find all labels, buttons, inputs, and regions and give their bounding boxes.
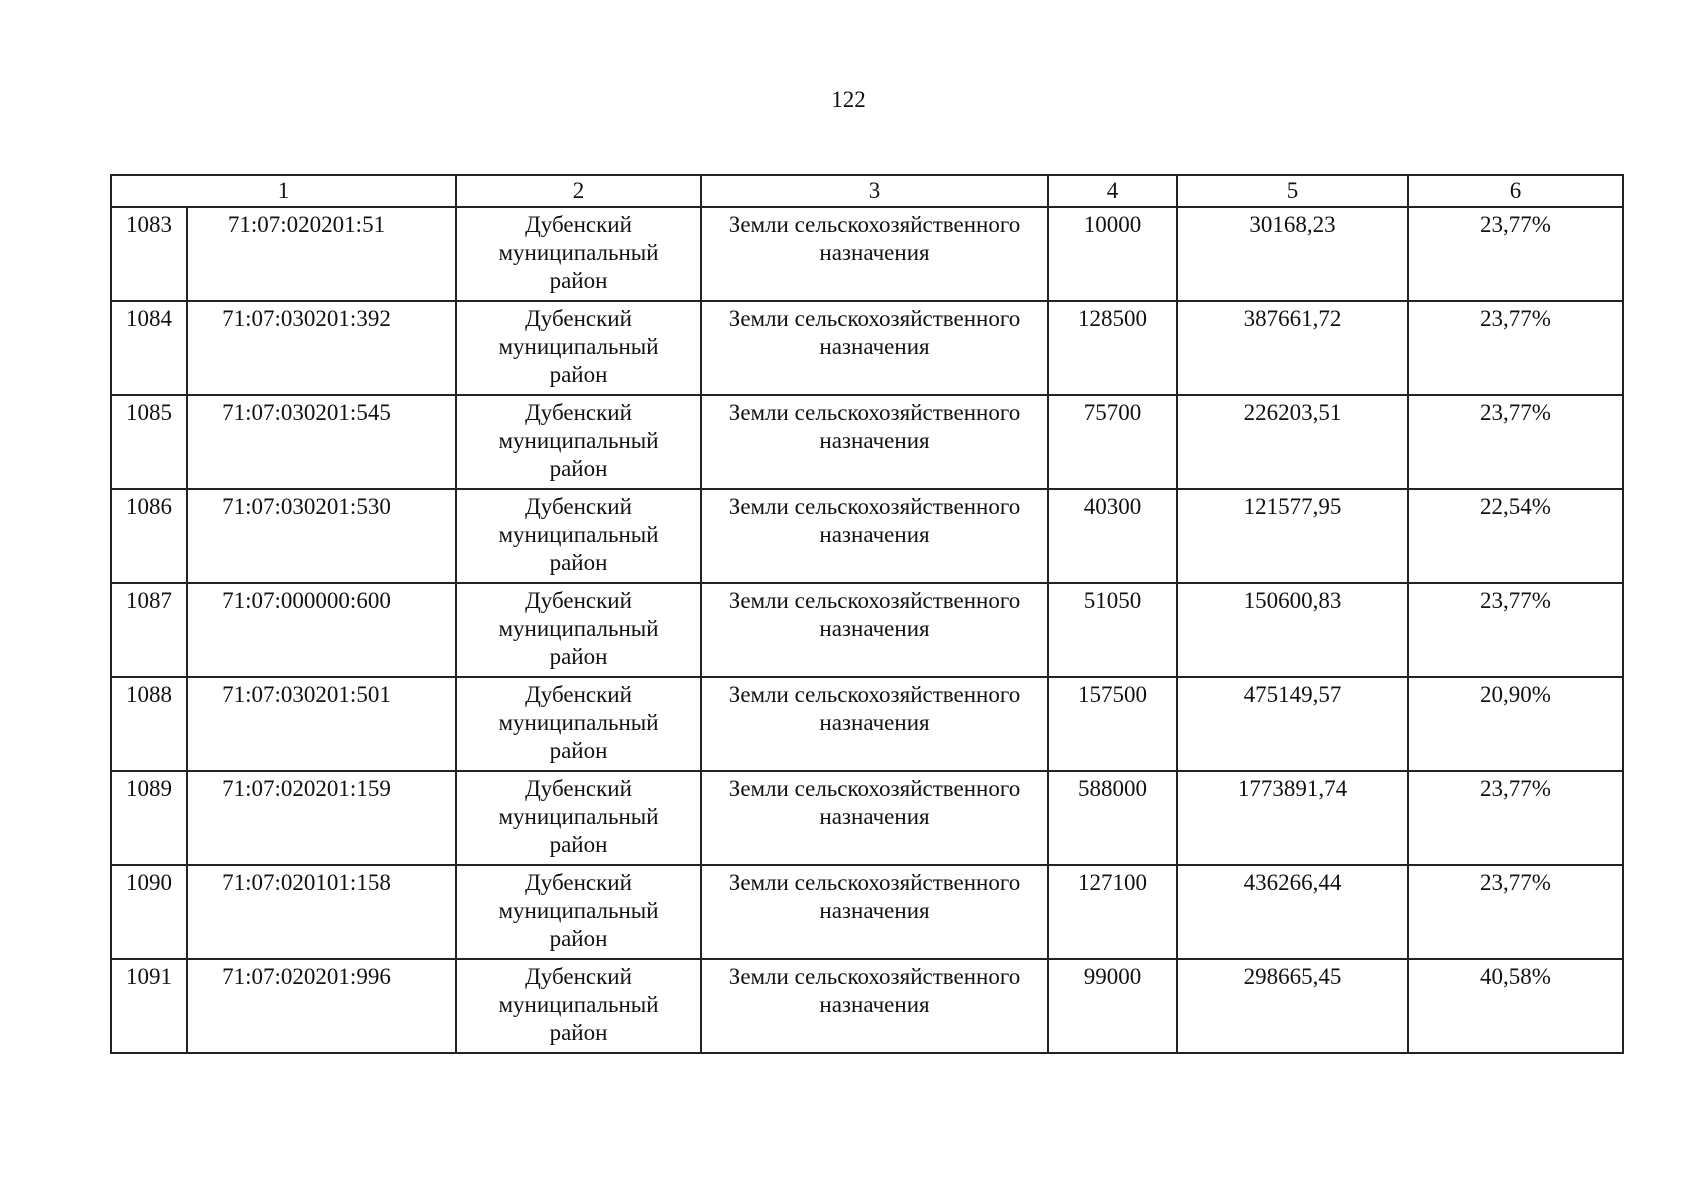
district bbox=[456, 583, 701, 677]
table-row bbox=[111, 301, 1623, 395]
row-number: 1085 bbox=[111, 395, 187, 489]
cadastral-number: 71:07:030201:392 bbox=[187, 301, 456, 395]
table-row bbox=[111, 865, 1623, 959]
cadastral-value: 436266,44 bbox=[1177, 865, 1408, 959]
category-line: Земли сельскохозяйственного bbox=[728, 776, 1021, 801]
percent-value: 23,77% bbox=[1408, 583, 1623, 677]
category-line: назначения bbox=[819, 898, 930, 923]
district-line: муниципальный bbox=[498, 428, 659, 453]
district-line: район bbox=[549, 926, 608, 951]
district-line: Дубенский bbox=[525, 400, 632, 425]
category-line: назначения bbox=[819, 992, 930, 1017]
district-line: район bbox=[549, 832, 608, 857]
area-value: 40300 bbox=[1048, 489, 1177, 583]
cadastral-value: 387661,72 bbox=[1177, 301, 1408, 395]
area-value: 128500 bbox=[1048, 301, 1177, 395]
area-value: 75700 bbox=[1048, 395, 1177, 489]
category-line: Земли сельскохозяйственного bbox=[728, 306, 1021, 331]
table-row bbox=[111, 677, 1623, 771]
district bbox=[456, 771, 701, 865]
column-header-1: 1 bbox=[111, 175, 456, 207]
row-number: 1088 bbox=[111, 677, 187, 771]
district bbox=[456, 207, 701, 301]
area-value: 588000 bbox=[1048, 771, 1177, 865]
percent-value: 23,77% bbox=[1408, 395, 1623, 489]
percent-value: 20,90% bbox=[1408, 677, 1623, 771]
column-header-6: 6 bbox=[1408, 175, 1623, 207]
row-number: 1091 bbox=[111, 959, 187, 1053]
percent-value: 23,77% bbox=[1408, 301, 1623, 395]
land-category bbox=[701, 959, 1048, 1053]
percent-value: 23,77% bbox=[1408, 865, 1623, 959]
district-line: муниципальный bbox=[498, 334, 659, 359]
cadastral-number: 71:07:020101:158 bbox=[187, 865, 456, 959]
land-category bbox=[701, 395, 1048, 489]
cadastral-value: 1773891,74 bbox=[1177, 771, 1408, 865]
district bbox=[456, 301, 701, 395]
land-plots-table bbox=[110, 174, 1624, 1054]
area-value: 127100 bbox=[1048, 865, 1177, 959]
land-category bbox=[701, 771, 1048, 865]
category-line: назначения bbox=[819, 240, 930, 265]
percent-value: 23,77% bbox=[1408, 207, 1623, 301]
row-number: 1089 bbox=[111, 771, 187, 865]
land-category bbox=[701, 489, 1048, 583]
category-line: назначения bbox=[819, 522, 930, 547]
cadastral-value: 30168,23 bbox=[1177, 207, 1408, 301]
district-line: район bbox=[549, 362, 608, 387]
district-line: Дубенский bbox=[525, 212, 632, 237]
category-line: назначения bbox=[819, 710, 930, 735]
category-line: Земли сельскохозяйственного bbox=[728, 494, 1021, 519]
category-line: Земли сельскохозяйственного bbox=[728, 964, 1021, 989]
table-row bbox=[111, 583, 1623, 677]
table-header-row bbox=[111, 175, 1623, 207]
district-line: Дубенский bbox=[525, 494, 632, 519]
district-line: муниципальный bbox=[498, 710, 659, 735]
category-line: Земли сельскохозяйственного bbox=[728, 212, 1021, 237]
district-line: район bbox=[549, 738, 608, 763]
land-category bbox=[701, 583, 1048, 677]
row-number: 1084 bbox=[111, 301, 187, 395]
land-category bbox=[701, 677, 1048, 771]
area-value: 51050 bbox=[1048, 583, 1177, 677]
column-header-3: 3 bbox=[701, 175, 1048, 207]
district-line: муниципальный bbox=[498, 992, 659, 1017]
district-line: муниципальный bbox=[498, 522, 659, 547]
cadastral-number: 71:07:030201:530 bbox=[187, 489, 456, 583]
page-number: 122 bbox=[831, 87, 866, 112]
district-line: Дубенский bbox=[525, 306, 632, 331]
district-line: район bbox=[549, 268, 608, 293]
district-line: муниципальный bbox=[498, 898, 659, 923]
cadastral-number: 71:07:020201:159 bbox=[187, 771, 456, 865]
category-line: Земли сельскохозяйственного bbox=[728, 400, 1021, 425]
table-row bbox=[111, 207, 1623, 301]
district-line: муниципальный bbox=[498, 240, 659, 265]
row-number: 1086 bbox=[111, 489, 187, 583]
category-line: назначения bbox=[819, 428, 930, 453]
district-line: район bbox=[549, 644, 608, 669]
row-number: 1087 bbox=[111, 583, 187, 677]
district-line: муниципальный bbox=[498, 616, 659, 641]
area-value: 99000 bbox=[1048, 959, 1177, 1053]
table-row bbox=[111, 771, 1623, 865]
cadastral-number: 71:07:020201:996 bbox=[187, 959, 456, 1053]
district-line: район bbox=[549, 550, 608, 575]
table-body bbox=[111, 207, 1623, 1053]
cadastral-value: 150600,83 bbox=[1177, 583, 1408, 677]
land-category bbox=[701, 301, 1048, 395]
district-line: Дубенский bbox=[525, 588, 632, 613]
district-line: Дубенский bbox=[525, 682, 632, 707]
row-number: 1090 bbox=[111, 865, 187, 959]
category-line: назначения bbox=[819, 616, 930, 641]
category-line: Земли сельскохозяйственного bbox=[728, 870, 1021, 895]
cadastral-value: 298665,45 bbox=[1177, 959, 1408, 1053]
district-line: район bbox=[549, 456, 608, 481]
table-row bbox=[111, 395, 1623, 489]
cadastral-number: 71:07:000000:600 bbox=[187, 583, 456, 677]
percent-value: 40,58% bbox=[1408, 959, 1623, 1053]
category-line: назначения bbox=[819, 804, 930, 829]
district-line: район bbox=[549, 1020, 608, 1045]
district bbox=[456, 395, 701, 489]
category-line: назначения bbox=[819, 334, 930, 359]
cadastral-number: 71:07:020201:51 bbox=[187, 207, 456, 301]
area-value: 157500 bbox=[1048, 677, 1177, 771]
district bbox=[456, 959, 701, 1053]
district-line: Дубенский bbox=[525, 776, 632, 801]
column-header-2: 2 bbox=[456, 175, 701, 207]
district-line: Дубенский bbox=[525, 964, 632, 989]
category-line: Земли сельскохозяйственного bbox=[728, 682, 1021, 707]
column-header-4: 4 bbox=[1048, 175, 1177, 207]
district-line: муниципальный bbox=[498, 804, 659, 829]
cadastral-value: 475149,57 bbox=[1177, 677, 1408, 771]
cadastral-value: 226203,51 bbox=[1177, 395, 1408, 489]
percent-value: 22,54% bbox=[1408, 489, 1623, 583]
district-line: Дубенский bbox=[525, 870, 632, 895]
district bbox=[456, 865, 701, 959]
row-number: 1083 bbox=[111, 207, 187, 301]
table-row bbox=[111, 489, 1623, 583]
land-category bbox=[701, 865, 1048, 959]
percent-value: 23,77% bbox=[1408, 771, 1623, 865]
land-category bbox=[701, 207, 1048, 301]
table-row bbox=[111, 959, 1623, 1053]
cadastral-value: 121577,95 bbox=[1177, 489, 1408, 583]
area-value: 10000 bbox=[1048, 207, 1177, 301]
cadastral-number: 71:07:030201:501 bbox=[187, 677, 456, 771]
cadastral-number: 71:07:030201:545 bbox=[187, 395, 456, 489]
district bbox=[456, 677, 701, 771]
column-header-5: 5 bbox=[1177, 175, 1408, 207]
category-line: Земли сельскохозяйственного bbox=[728, 588, 1021, 613]
district bbox=[456, 489, 701, 583]
